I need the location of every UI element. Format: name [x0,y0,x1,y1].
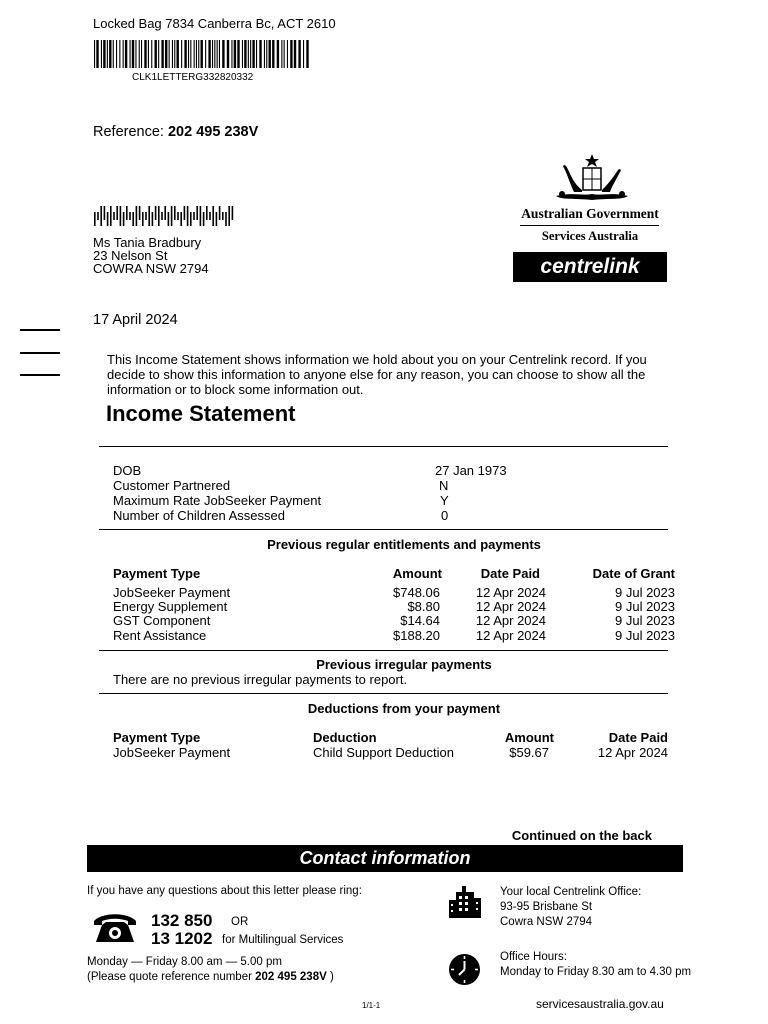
row-payment-type: JobSeeker Payment [113,585,231,600]
recipient-city: COWRA NSW 2794 [93,261,209,276]
barcode-bar [250,40,251,68]
barcode-bar [272,40,274,68]
barcode-bar [212,40,213,68]
barcode-bar [290,40,292,68]
dob-value: 27 Jan 1973 [435,463,507,478]
postal-barcode-bar [200,206,202,226]
max-rate-label: Maximum Rate JobSeeker Payment [113,493,322,508]
phone-multilingual[interactable]: 13 1202 [151,929,213,948]
contact-bar: Contact information [87,845,683,872]
department-label: Services Australia [541,229,639,243]
barcode-bar [256,40,257,68]
barcode-bar [303,40,304,68]
row-amount: $188.20 [393,628,440,643]
barcode-bar [119,40,120,68]
dob-label: DOB [113,463,142,478]
barcode-bar [242,40,243,68]
barcode-bar [135,40,136,68]
deductions-header-type: Payment Type [113,730,201,745]
postal-barcode-bar [232,206,234,220]
row-date-paid: 12 Apr 2024 [475,628,546,643]
barcode-bar [184,40,186,68]
barcode-bar [101,40,102,68]
barcode-bar [237,40,239,68]
row-amount: $748.06 [393,585,440,600]
government-label: Australian Government [521,206,659,221]
barcode-bar [144,40,146,68]
barcode-bar [132,40,134,68]
postal-barcode-bar [97,212,99,220]
barcode-bar [139,40,140,68]
postal-barcode-bar [212,206,214,226]
barcode-bar [201,40,203,68]
office-street: 93-95 Brisbane St [500,901,593,913]
barcode-bar [205,40,206,68]
reference-line [93,124,258,140]
postal-barcode-bar [110,206,112,226]
office-city: Cowra NSW 2794 [500,916,593,928]
row-date-grant: 9 Jul 2023 [615,585,675,600]
row-payment-type: Energy Supplement [113,599,228,614]
row-amount: $14.64 [400,613,440,628]
barcode-bar [107,40,108,68]
regular-heading: Previous regular entitlements and payments [267,537,541,552]
phone-hours: Monday — Friday 8.00 am — 5.00 pm [87,956,282,968]
barcode-bar [103,40,105,68]
children-label: Number of Children Assessed [113,508,285,523]
barcode-bar [109,40,111,68]
barcode-bar [190,40,191,68]
postal-barcode-bar [152,212,154,226]
postal-barcode-bar [107,212,109,226]
row-date-grant: 9 Jul 2023 [615,599,675,614]
barcode-bar [294,40,296,68]
office-info [500,885,641,930]
postal-barcode-bar [228,206,230,226]
deductions-heading: Deductions from your payment [307,701,501,716]
postal-barcode-bar [100,206,102,226]
postal-barcode-bar [180,212,182,226]
postal-barcode-bar [203,212,205,226]
postal-barcode-bar [209,212,211,220]
postal-barcode-bar [225,212,227,226]
postal-barcode-bar [145,212,147,220]
barcode-bar [196,40,197,68]
postal-barcode-bar [222,212,224,220]
barcode-bar [208,40,210,68]
barcode-bar [287,40,288,68]
barcode-bar [116,40,117,68]
postal-barcode-bar [190,212,192,226]
postal-barcode-bar [132,212,134,226]
ring-text: If you have any questions about this letter please ring: [87,885,362,897]
postal-barcode-bar [113,212,115,220]
barcode-bar [234,40,236,68]
postal-barcode-bar [174,206,176,220]
reference-label: Reference: [93,124,164,140]
barcode-bar [266,40,267,68]
barcode-bar [281,40,282,68]
barcode-bar [244,40,246,68]
max-rate-value: Y [440,493,449,508]
barcode-code: CLK1LETTERG332820332 [132,72,254,83]
barcode-bar [174,40,175,68]
row-amount: $8.80 [407,599,440,614]
postal-barcode-bar [104,206,106,220]
barcode-bar [125,40,127,68]
barcode-bar [269,40,271,68]
barcode-bar [123,40,124,68]
barcode-bar [198,40,199,68]
row-date-grant: 9 Jul 2023 [615,628,675,643]
office-building-icon [448,886,482,918]
postal-barcode-bar [148,206,150,226]
barcode-bar [151,40,152,68]
regular-header-grant: Date of Grant [592,566,675,581]
postal-barcode-bar [161,212,163,220]
postal-barcode [94,206,236,226]
partnered-value: N [439,478,449,493]
barcode-bar [96,40,98,68]
postal-barcode-bar [196,206,198,220]
continued-note: Continued on the back [511,828,652,843]
postal-barcode-bar [94,212,96,226]
postal-barcode-bar [142,212,144,226]
barcode-bar [277,40,279,68]
barcode-bar [148,40,149,68]
letter-barcode [94,40,312,68]
postal-barcode-bar [193,212,195,220]
barcode-bar [284,40,285,68]
row-amount: $59.67 [509,745,549,760]
postal-barcode-bar [123,212,125,226]
page-number: 1/1-1 [362,1001,381,1010]
barcode-bar [188,40,189,68]
barcode-bar [214,40,215,68]
row-date-paid: 12 Apr 2024 [475,613,546,628]
row-date-paid: 12 Apr 2024 [597,745,668,760]
postal-barcode-bar [171,206,173,226]
barcode-bar [161,40,163,68]
barcode-bar [264,40,265,68]
postal-barcode-bar [168,212,170,226]
postal-barcode-bar [164,206,166,220]
postal-barcode-bar [184,206,186,220]
barcode-bar [165,40,167,68]
intro-paragraph: This Income Statement shows information we hold about you on your Centrelink record. If you decide to show this information to anyone else for any reason, you can choose to show all the information or to block some information out. [107,352,647,397]
barcode-bar [172,40,173,68]
barcode-bar [155,40,157,68]
row-deduction: Child Support Deduction [313,745,454,760]
barcode-bar [169,40,170,68]
coat-of-arms-icon [552,152,632,208]
website-link[interactable]: servicesaustralia.gov.au [536,997,664,1011]
postal-barcode-bar [216,212,218,226]
quote-reference [87,971,334,983]
regular-header-paid: Date Paid [480,566,540,581]
clock-icon [448,953,481,986]
barcode-bar [158,40,159,68]
quote-ref: 202 495 238V [255,971,327,983]
barcode-bar [219,40,220,68]
barcode-bar [227,40,229,68]
row-payment-type: Rent Assistance [113,628,207,643]
recipient-address [93,236,209,275]
postal-barcode-bar [126,206,128,220]
office-hours-label: Office Hours: [500,951,567,963]
quote-prefix: (Please quote reference number [87,971,252,983]
or-label: OR [231,916,249,928]
centrelink-logo: centrelink [513,252,667,282]
barcode-bar [181,40,182,68]
postal-barcode-bar [177,212,179,220]
barcode-bar [259,40,261,68]
page-title: Income Statement [106,401,296,426]
postal-barcode-bar [206,206,208,220]
recipient-street: 23 Nelson St [93,248,168,263]
deductions-header-deduction: Deduction [313,730,377,745]
postal-barcode-bar [139,206,141,220]
postal-barcode-bar [187,206,189,226]
recipient-name: Ms Tania Bradbury [93,235,202,250]
partnered-label: Customer Partnered [113,478,231,493]
irregular-heading: Previous irregular payments [316,657,492,672]
barcode-bar [306,40,308,68]
office-hours-info [500,950,691,980]
barcode-bar [141,40,142,68]
return-address: Locked Bag 7834 Canberra Bc, ACT 2610 [93,16,336,31]
barcode-bar [113,40,114,68]
office-label: Your local Centrelink Office: [500,886,642,898]
irregular-note: There are no previous irregular payments to report. [113,672,408,687]
regular-header-type: Payment Type [113,566,201,581]
regular-header-amount: Amount [392,566,442,581]
barcode-bar [298,40,300,68]
letter-date: 17 April 2024 [93,312,178,328]
row-date-grant: 9 Jul 2023 [615,613,675,628]
barcode-bar [217,40,218,68]
quote-suffix: ) [329,971,334,983]
postal-barcode-bar [219,206,221,220]
barcode-bar [177,40,179,68]
row-date-paid: 12 Apr 2024 [475,599,546,614]
barcode-bar [222,40,224,68]
reference-number: 202 495 238V [167,124,259,140]
postal-barcode-bar [120,206,122,226]
postal-barcode-bar [155,206,157,220]
children-value: 0 [441,508,449,523]
barcode-bar [194,40,195,68]
postal-barcode-bar [158,206,160,226]
barcode-bar [130,40,131,68]
row-date-paid: 12 Apr 2024 [475,585,546,600]
row-payment-type: GST Component [113,613,211,628]
barcode-bar [94,40,95,68]
phone-icon [92,912,138,944]
deductions-header-amount: Amount [504,730,554,745]
deductions-header-paid: Date Paid [608,730,668,745]
row-payment-type: JobSeeker Payment [113,745,231,760]
phone-main[interactable]: 132 850 [151,911,213,930]
postal-barcode-bar [129,212,131,220]
barcode-bar [248,40,249,68]
office-hours: Monday to Friday 8.30 am to 4.30 pm [500,966,692,978]
barcode-bar [252,40,254,68]
postal-barcode-bar [116,206,118,220]
multilingual-label: for Multilingual Services [222,934,344,946]
barcode-bar [231,40,232,68]
postal-barcode-bar [136,206,138,226]
